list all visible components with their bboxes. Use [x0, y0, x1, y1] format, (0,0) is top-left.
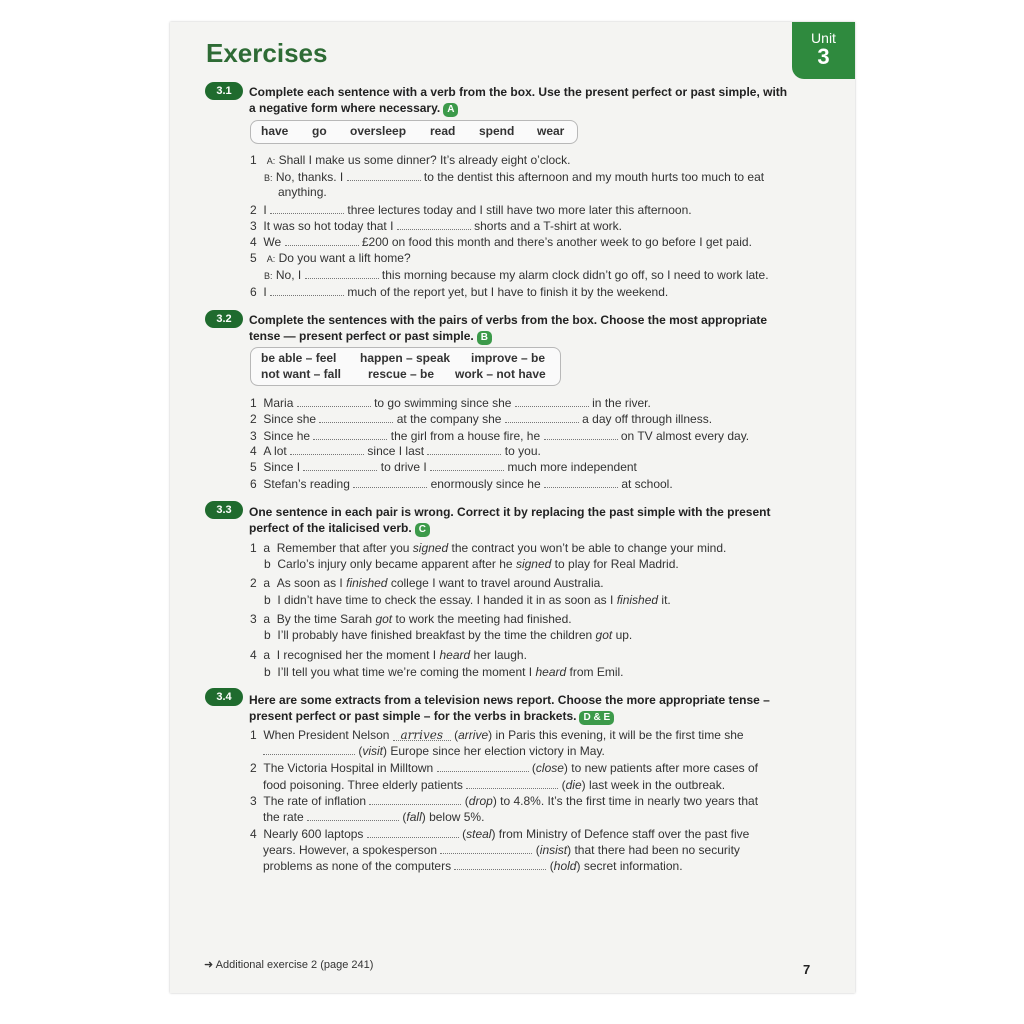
exercise-item: 3 The rate of inflation (drop) to 4.8%. It’s the first time in nearly two years that — [250, 794, 759, 808]
handwritten-answer: arrives — [400, 728, 444, 742]
instruction-line: Complete each sentence with a verb from the box. Use the present perfect or past simple, with — [249, 85, 788, 99]
box-word: happen – speak — [360, 351, 451, 365]
page-title: Exercises — [206, 38, 328, 68]
box-word: oversleep — [350, 124, 407, 138]
answer-gap[interactable] — [393, 728, 451, 741]
footer-label: Additional exercise 2 (page 241) — [215, 959, 374, 971]
exercise-instructions — [249, 692, 789, 725]
arrow-right-icon: ➜ — [204, 959, 214, 971]
exercise-item: b I’ll tell you what time we’re coming the moment I heard from Emil. — [264, 665, 624, 679]
answer-gap[interactable] — [285, 235, 359, 246]
unit-tab — [792, 22, 855, 79]
additional-exercise-link[interactable] — [204, 958, 373, 971]
exercise-item: 1 A: Shall I make us some dinner? It’s already eight o’clock. — [250, 153, 571, 167]
instruction-line: One sentence in each pair is wrong. Correct it by replacing the past simple with the present — [249, 505, 771, 519]
answer-gap[interactable] — [313, 429, 387, 440]
unit-number: 3 — [817, 44, 830, 69]
page-number: 7 — [803, 962, 811, 977]
answer-gap[interactable] — [303, 460, 377, 471]
exercise-number-badge: 3.3 — [205, 501, 243, 519]
answer-gap[interactable] — [297, 396, 371, 407]
answer-gap[interactable] — [270, 285, 344, 296]
exercise-item: b I’ll probably have finished breakfast by the time the children got up. — [264, 628, 633, 642]
exercise-item: 6 I much of the report yet, but I have to finish it by the weekend. — [250, 285, 669, 299]
exercise-item: B: No, I this morning because my alarm clock didn’t go off, so I need to work late. — [264, 268, 769, 282]
answer-gap[interactable] — [319, 412, 393, 423]
answer-gap[interactable] — [307, 810, 399, 821]
answer-gap[interactable] — [466, 778, 558, 789]
answer-gap[interactable] — [353, 477, 427, 488]
instruction-line: tense — present perfect or past simple. — [249, 329, 474, 343]
exercise-item: 1 Maria to go swimming since she in the river. — [250, 396, 651, 410]
exercise-item: 5 Since I to drive I much more independent — [250, 460, 637, 474]
section-tag: D & E — [579, 711, 614, 725]
exercise-item: 6 Stefan’s reading enormously since he at school. — [250, 477, 673, 491]
answer-gap[interactable] — [290, 444, 364, 455]
exercise-item: 4 a I recognised her the moment I heard her laugh. — [250, 648, 527, 662]
section-tag: B — [477, 331, 492, 345]
answer-gap[interactable] — [440, 843, 532, 854]
answer-gap[interactable] — [427, 444, 501, 455]
answer-gap[interactable] — [263, 744, 355, 755]
box-word: spend — [479, 124, 515, 138]
exercise-item: B: No, thanks. I to the dentist this afternoon and my mouth hurts too much to eat — [264, 170, 765, 184]
exercise-item: 4 A lot since I last to you. — [250, 444, 541, 458]
exercise-item: 2 The Victoria Hospital in Milltown (close) to new patients after more cases of — [250, 761, 759, 775]
instruction-line: a negative form where necessary. — [249, 101, 441, 115]
exercise-item: 3 a By the time Sarah got to work the meeting had finished. — [250, 612, 572, 626]
exercise-item: (visit) Europe since her election victory in May. — [263, 744, 605, 758]
box-word: rescue – be — [368, 367, 435, 381]
answer-gap[interactable] — [505, 412, 579, 423]
exercise-item: 1 a Remember that after you signed the contract you won’t be able to change your mind. — [250, 541, 727, 555]
instruction-line: Complete the sentences with the pairs of verbs from the box. Choose the most appropriate — [249, 313, 768, 327]
answer-gap[interactable] — [544, 429, 618, 440]
box-word: not want – fall — [261, 367, 342, 381]
answer-gap[interactable] — [347, 170, 421, 181]
box-word: have — [261, 124, 289, 138]
section-tag: A — [443, 103, 458, 117]
answer-gap[interactable] — [270, 203, 344, 214]
exercise-item: 4 Nearly 600 laptops (steal) from Ministry of Defence staff over the past five — [250, 827, 750, 841]
box-word: wear — [537, 124, 565, 138]
instruction-line: perfect of the italicised verb. — [249, 521, 412, 535]
exercise-number-badge: 3.2 — [205, 310, 243, 328]
word-box — [250, 120, 578, 144]
instruction-line: present perfect or past simple – for the verbs in brackets. — [249, 709, 577, 723]
instruction-line: Here are some extracts from a television news report. Choose the more appropriate tense – — [249, 693, 770, 707]
exercise-number-badge: 3.4 — [205, 688, 243, 706]
exercise-item: the rate (fall) below 5%. — [263, 810, 485, 824]
exercise-item: anything. — [278, 185, 327, 199]
exercise-item: 4 We £200 on food this month and there’s another week to go before I get paid. — [250, 235, 752, 249]
exercise-item: 1 When President Nelson arrives (arrive) in Paris this evening, it will be the first time she — [250, 728, 744, 742]
box-word: work – not have — [455, 367, 546, 381]
exercise-item: 2 a As soon as I finished college I want to travel around Australia. — [250, 576, 604, 590]
answer-gap[interactable] — [515, 396, 589, 407]
exercise-item: 2 Since she at the company she a day off through illness. — [250, 412, 713, 426]
exercise-item: 2 I three lectures today and I still have two more later this afternoon. — [250, 203, 692, 217]
answer-gap[interactable] — [454, 859, 546, 870]
section-tag: C — [415, 523, 430, 537]
answer-gap[interactable] — [437, 761, 529, 772]
answer-gap[interactable] — [544, 477, 618, 488]
verb-pairs-box — [250, 347, 561, 386]
exercise-instructions — [249, 312, 789, 345]
box-word: go — [312, 124, 327, 138]
exercise-item: 5 A: Do you want a lift home? — [250, 251, 411, 265]
exercise-number-badge: 3.1 — [205, 82, 243, 100]
answer-gap[interactable] — [305, 268, 379, 279]
unit-label: Unit — [811, 30, 836, 46]
exercise-item: problems as none of the computers (hold) secret information. — [263, 859, 683, 873]
answer-gap[interactable] — [367, 827, 459, 838]
exercise-instructions — [249, 504, 789, 537]
box-word: be able – feel — [261, 351, 337, 365]
exercise-item: 3 Since he the girl from a house fire, he on TV almost every day. — [250, 429, 750, 443]
exercise-item: b I didn’t have time to check the essay. I handed it in as soon as I finished it. — [264, 593, 671, 607]
exercise-item: food poisoning. Three elderly patients (die) last week in the outbreak. — [263, 778, 726, 792]
answer-gap[interactable] — [397, 219, 471, 230]
exercise-item: years. However, a spokesperson (insist) that there had been no security — [263, 843, 740, 857]
answer-gap[interactable] — [430, 460, 504, 471]
answer-gap[interactable] — [369, 794, 461, 805]
exercise-item: b Carlo’s injury only became apparent after he signed to play for Real Madrid. — [264, 557, 679, 571]
exercise-instructions — [249, 84, 789, 117]
box-word: improve – be — [471, 351, 546, 365]
box-word: read — [430, 124, 456, 138]
exercise-item: 3 It was so hot today that I shorts and a T-shirt at work. — [250, 219, 622, 233]
